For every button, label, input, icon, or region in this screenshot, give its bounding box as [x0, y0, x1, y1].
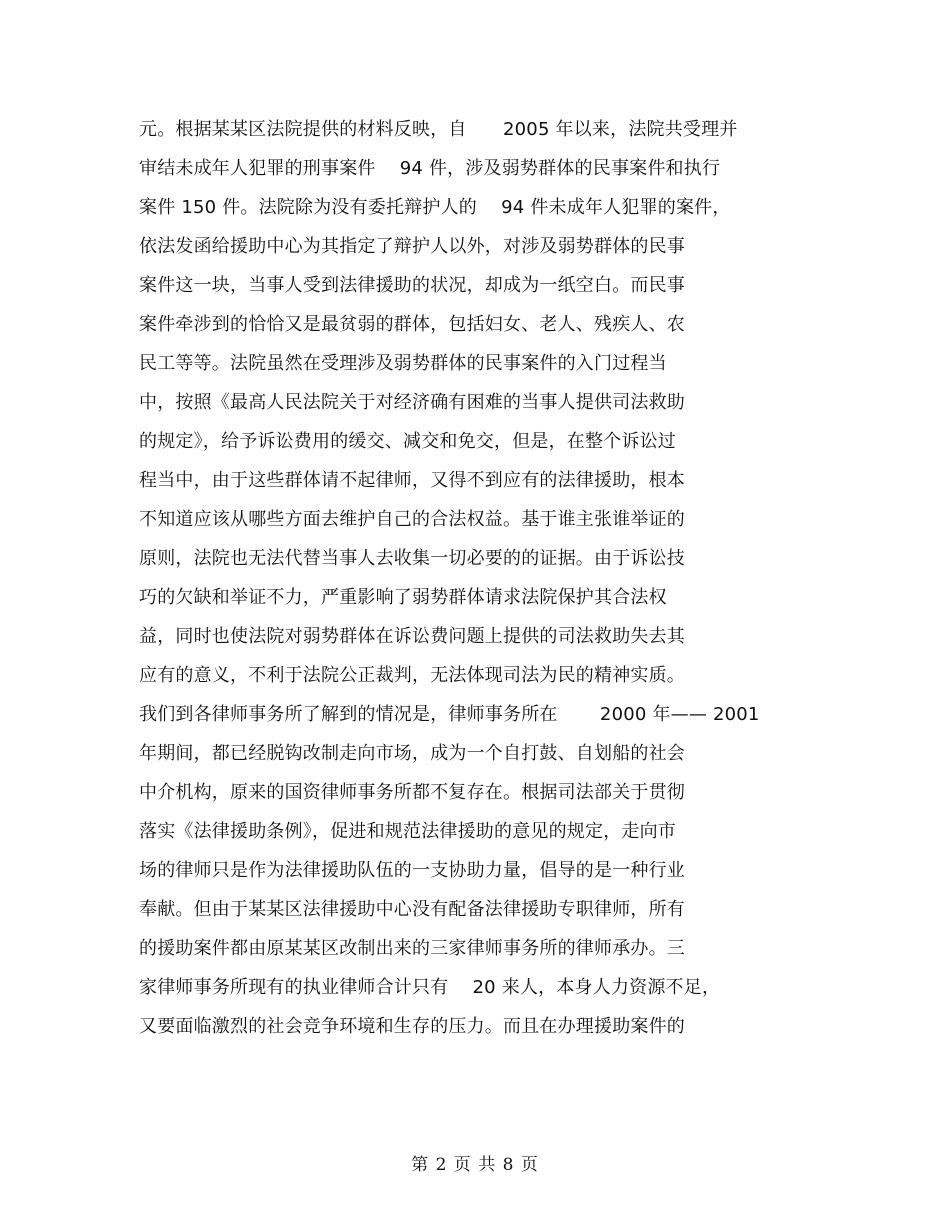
text-line: 原则，法院也无法代替当事人去收集一切必要的的证据。由于诉讼技: [139, 548, 685, 569]
text-line: 我们到各律师事务所了解到的情况是，律师事务所在 2000 年—— 2001: [139, 704, 760, 725]
text-line: 场的律师只是作为法律援助队伍的一支协助力量，倡导的是一种行业: [139, 860, 685, 881]
text-line: 程当中，由于这些群体请不起律师，又得不到应有的法律援助，根本: [139, 470, 685, 491]
text-line: 益，同时也使法院对弱势群体在诉讼费问题上提供的司法救助失去其: [139, 626, 685, 647]
text-line: 案件牵涉到的恰恰又是最贫弱的群体，包括妇女、老人、残疾人、农: [139, 314, 685, 335]
text-line: 的规定》，给予诉讼费用的缓交、减交和免交，但是，在整个诉讼过: [139, 431, 676, 452]
text-line: 中介机构，原来的国资律师事务所都不复存在。根据司法部关于贯彻: [139, 782, 685, 803]
text-line: 奉献。但由于某某区法律援助中心没有配备法律援助专职律师，所有: [139, 899, 685, 920]
text-line: 案件这一块，当事人受到法律援助的状况，却成为一纸空白。而民事: [139, 275, 685, 296]
text-line: 不知道应该从哪些方面去维护自己的合法权益。基于谁主张谁举证的: [139, 509, 685, 530]
text-line: 的援助案件都由原某某区改制出来的三家律师事务所的律师承办。三: [139, 938, 685, 959]
text-line: 中，按照《最高人民法院关于对经济确有困难的当事人提供司法救助: [139, 392, 685, 413]
page-number-footer: 第 2 页 共 8 页: [411, 1155, 539, 1175]
text-line: 案件 150 件。法院除为没有委托辩护人的 94 件未成年人犯罪的案件，: [139, 197, 731, 218]
text-line: 落实《法律援助条例》，促进和规范法律援助的意见的规定，走向市: [139, 821, 676, 842]
text-line: 依法发函给援助中心为其指定了辩护人以外，对涉及弱势群体的民事: [139, 236, 685, 257]
text-line: 年期间，都已经脱钩改制走向市场，成为一个自打鼓、自划船的社会: [139, 743, 685, 764]
text-line: 元。根据某某区法院提供的材料反映，自 2005 年以来，法院共受理并: [139, 119, 738, 140]
text-line: 审结未成年人犯罪的刑事案件 94 件，涉及弱势群体的民事案件和执行: [139, 158, 721, 179]
text-line: 又要面临激烈的社会竞争环境和生存的压力。而且在办理援助案件的: [139, 1016, 685, 1037]
text-line: 民工等等。法院虽然在受理涉及弱势群体的民事案件的入门过程当: [139, 353, 667, 374]
body-text: [139, 110, 839, 1046]
text-line: 应有的意义，不利于法院公正裁判，无法体现司法为民的精神实质。: [139, 665, 685, 686]
text-line: 家律师事务所现有的执业律师合计只有 20 来人，本身人力资源不足，: [139, 977, 721, 998]
text-line: 巧的欠缺和举证不力，严重影响了弱势群体请求法院保护其合法权: [139, 587, 667, 608]
